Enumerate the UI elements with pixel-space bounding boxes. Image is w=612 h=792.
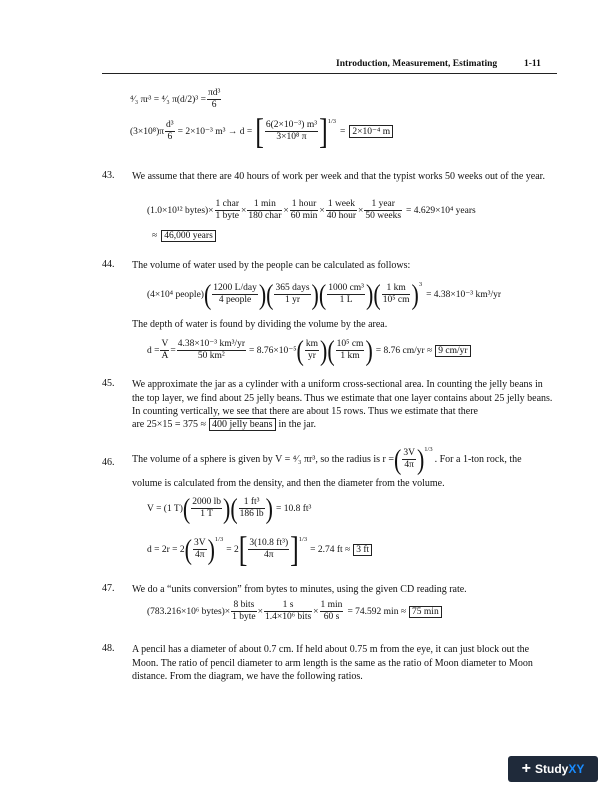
fraction: $\frac{\text{πd³}}{6}$ xyxy=(207,88,221,110)
fraction: $\frac{\text{1 hour}}{60 \min}$ xyxy=(290,199,318,221)
problem-number: 44. xyxy=(102,259,115,270)
problem-text: volume is calculated from the density, and then the diameter from the volume. xyxy=(132,478,445,489)
fraction: $\frac{\text{1 ft³}}{186 lb}$ xyxy=(239,497,264,519)
problem-text: A pencil has a diameter of about 0.7 cm. If held about 0.75 m from the eye, it can just block out the Moon. The ratio of pencil diameter to arm length is the same as the ratio of Moon diameter to Moon distance. From the diagram, we have the following ratios. xyxy=(132,644,533,682)
answer-box: 46,000 years xyxy=(161,230,216,242)
problem-number: 47. xyxy=(102,583,115,594)
fraction: $\frac{\text{4.38×10⁻³ km³/yr}}{\text{50 km²}}$ xyxy=(177,339,245,361)
eq-text: d = 2r = 2 xyxy=(147,544,185,555)
fraction: $\frac{2000 lb}{1 T}$ xyxy=(192,497,221,519)
fraction: $\frac{1 \min}{60 s}$ xyxy=(320,600,343,622)
fraction: $\frac{3V}{4\pi}$ xyxy=(193,538,206,560)
fraction: $\frac{1 s}{\text{1.4×10⁶ bits}}$ xyxy=(265,600,312,622)
fraction: $\frac{\text{3(10.8 ft³)}}{4\pi}$ xyxy=(249,538,289,560)
bracket: ] xyxy=(319,110,328,152)
fraction: $\frac{\text{1 char}}{\text{1 byte}}$ xyxy=(215,199,240,221)
jelly-bean-eq xyxy=(132,418,316,431)
sphere-volume-eq xyxy=(130,88,222,111)
eq-text: = 2×10⁻³ m³ → d = xyxy=(177,127,253,137)
answer-box: 400 jelly beans xyxy=(209,418,276,431)
eq-text: (783.216×10⁶ bytes)× xyxy=(147,606,231,617)
eq-text: d = xyxy=(147,345,160,356)
eq-text: = 4.38×10⁻³ km³/yr xyxy=(426,290,502,300)
problem-number: 48. xyxy=(102,643,115,654)
water-depth-eq: d = $\frac{V}{A}$ = $\frac{\text{4.38×10⁻³ km³/yr}}{\text{50 km²}}$ = 8.76×10⁻⁵ ( $\frac{km}{yr}$ ) ( $\frac{\text{10⁵ cm}}{1 km}$ ) = 8.76 cm/yr ≈ 9 cm/yr xyxy=(147,339,471,362)
fraction: $\frac{\text{1000 cm³}}{1 L}$ xyxy=(328,283,365,305)
studyxy-logo[interactable] xyxy=(508,756,598,782)
eq-text: = 2.74 ft ≈ xyxy=(310,544,351,555)
eq-text: = 4.629×10⁴ years xyxy=(406,205,476,216)
answer-box: 75 min xyxy=(409,606,442,618)
problem-text: We do a “units conversion” from bytes to minutes, using the given CD reading rate. xyxy=(132,584,467,595)
problem-text: The volume of water used by the people can be calculated as follows: xyxy=(132,260,411,271)
bracket: ] xyxy=(290,528,299,570)
eq-text: (1.0×10¹² bytes)× xyxy=(147,205,214,216)
fraction: $\frac{\text{d³}}{6}$ xyxy=(166,120,174,142)
problem-text: We assume that there are 40 hours of work per week and that the typist works 50 weeks out of the year. xyxy=(132,171,545,182)
eq-text: V = (1 T) xyxy=(147,503,183,514)
eq-text: = xyxy=(170,345,176,356)
eq-text: . For a 1-ton rock, the xyxy=(434,454,522,465)
problem-number: 45. xyxy=(102,378,115,389)
fraction: $\frac{\text{8 bits}}{\text{1 byte}}$ xyxy=(232,600,256,622)
fraction: $\frac{\text{10⁵ cm}}{1 km}$ xyxy=(336,339,364,361)
diameter-eq: (3×10⁸)π $\frac{\text{d³}}{6}$ = 2×10⁻³ m³ → d = [ $\frac{\text{6(2×10⁻³) m³}}{\text{3×10⁸ π}}$ ] $^{1/3}$ = 2×10⁻⁴ m xyxy=(130,120,393,143)
fraction: $\frac{\text{1 week}}{\text{40 hour}}$ xyxy=(326,199,357,221)
typing-time-eq: (1.0×10¹² bytes)× $\frac{\text{1 char}}{\text{1 byte}}$ × $\frac{1 \min}{\text{180 char}}$ × $\frac{\text{1 hour}}{60 \min}$ × $\frac{\text{1 week}}{\text{40 hour}}$ × $\frac{\text{1 year}}{\text{50 weeks}}$ = 4.629×10⁴ years xyxy=(147,199,476,221)
answer-box: 2×10⁻⁴ m xyxy=(349,125,393,138)
fraction: $\frac{3V}{4\pi}$ xyxy=(403,448,415,470)
bracket: [ xyxy=(238,528,248,570)
cd-time-eq: (783.216×10⁶ bytes)× $\frac{\text{8 bits}}{\text{1 byte}}$ × $\frac{1 s}{\text{1.4×10⁶ bits}}$ × $\frac{1 \min}{60 s}$ = 74.592 min ≈ 75 min xyxy=(147,600,442,623)
eq-text: The volume of a sphere is given by V = ⁴⁄₃ πr³, so the radius is r = xyxy=(132,454,395,465)
water-volume-eq: (4×10⁴ people) ( $\frac{\text{1200 L/day}}{\text{4 people}}$ ) ( $\frac{\text{365 days}}{1 yr}$ ) ( $\frac{\text{1000 cm³}}{1 L}$ ) ( $\frac{1 km}{\text{10⁵ cm}}$ ) $^3$ = 4.38×10⁻³ km³/yr xyxy=(147,277,502,311)
logo-text: XY xyxy=(568,762,585,776)
sphere-radius-line: The volume of a sphere is given by V = ⁴⁄₃ πr³, so the radius is r = ( $\frac{3V}{4\pi}$ ) $^{1/3}$ . For a 1-ton rock, the xyxy=(132,442,522,476)
fraction: $\frac{\text{1200 L/day}}{\text{4 people}}$ xyxy=(213,283,257,305)
problem-number: 46. xyxy=(102,457,115,468)
eq-text: = 10.8 ft³ xyxy=(275,503,312,514)
eq-text: = 8.76 cm/yr ≈ xyxy=(375,345,433,356)
problem-number: 43. xyxy=(102,170,115,181)
fraction: $\frac{1 km}{\text{10⁵ cm}}$ xyxy=(382,283,410,305)
eq-text: are 25×15 = 375 ≈ xyxy=(132,419,206,430)
eq-text: = 8.76×10⁻⁵ xyxy=(248,346,297,356)
fraction: $\frac{\text{6(2×10⁻³) m³}}{\text{3×10⁸ π}}$ xyxy=(265,120,318,142)
chapter-title: Introduction, Measurement, Estimating xyxy=(336,59,498,69)
fraction: $\frac{\text{365 days}}{1 yr}$ xyxy=(275,283,310,305)
eq-text: in the jar. xyxy=(278,419,317,430)
eq-text: (4×10⁴ people) xyxy=(147,289,204,300)
eq-text: = 2 xyxy=(226,544,239,555)
plus-icon: + xyxy=(521,760,531,777)
eq-text: = 74.592 min ≈ xyxy=(347,606,407,617)
eq-text: ⁴⁄₃ πr³ = ⁴⁄₃ π(d/2)³ = xyxy=(130,94,206,105)
problem-text: We approximate the jar as a cylinder with a uniform cross-sectional area. In counting the jelly beans in the top layer, we find about 25 jelly beans. Thus we estimate that one layer contains about 25 jelly beans. In counting vertically, we see that there are about 15 rows. Thus we estimate that there xyxy=(132,379,553,417)
fraction: $\frac{1 \min}{\text{180 char}}$ xyxy=(248,199,282,221)
header-rule xyxy=(102,73,557,74)
page-number: 1-11 xyxy=(524,59,541,69)
logo-text: Study xyxy=(534,762,569,776)
eq-text: (3×10⁸)π xyxy=(130,126,165,137)
running-header xyxy=(336,59,497,69)
eq-text: = xyxy=(340,126,346,137)
answer-box: 9 cm/yr xyxy=(435,345,470,357)
rock-diameter-eq: d = 2r = 2 ( $\frac{3V}{4\pi}$ ) $^{1/3}$ = 2 [ $\frac{\text{3(10.8 ft³)}}{4\pi}$ ] $^{1/3}$ = 2.74 ft ≈ 3 ft xyxy=(147,538,372,561)
fraction: $\frac{km}{yr}$ xyxy=(305,339,318,361)
typing-answer xyxy=(152,230,216,242)
problem-text: The depth of water is found by dividing the volume by the area. xyxy=(132,319,388,330)
answer-box: 3 ft xyxy=(353,544,372,556)
bracket: [ xyxy=(255,110,264,152)
fraction: $\frac{\text{1 year}}{\text{50 weeks}}$ xyxy=(365,199,402,221)
fraction: $\frac{V}{A}$ xyxy=(161,339,169,361)
eq-text: ≈ xyxy=(152,231,158,241)
rock-volume-eq: V = (1 T) ( $\frac{2000 lb}{1 T}$ ) ( $\frac{\text{1 ft³}}{186 lb}$ ) = 10.8 ft³ xyxy=(147,491,312,525)
